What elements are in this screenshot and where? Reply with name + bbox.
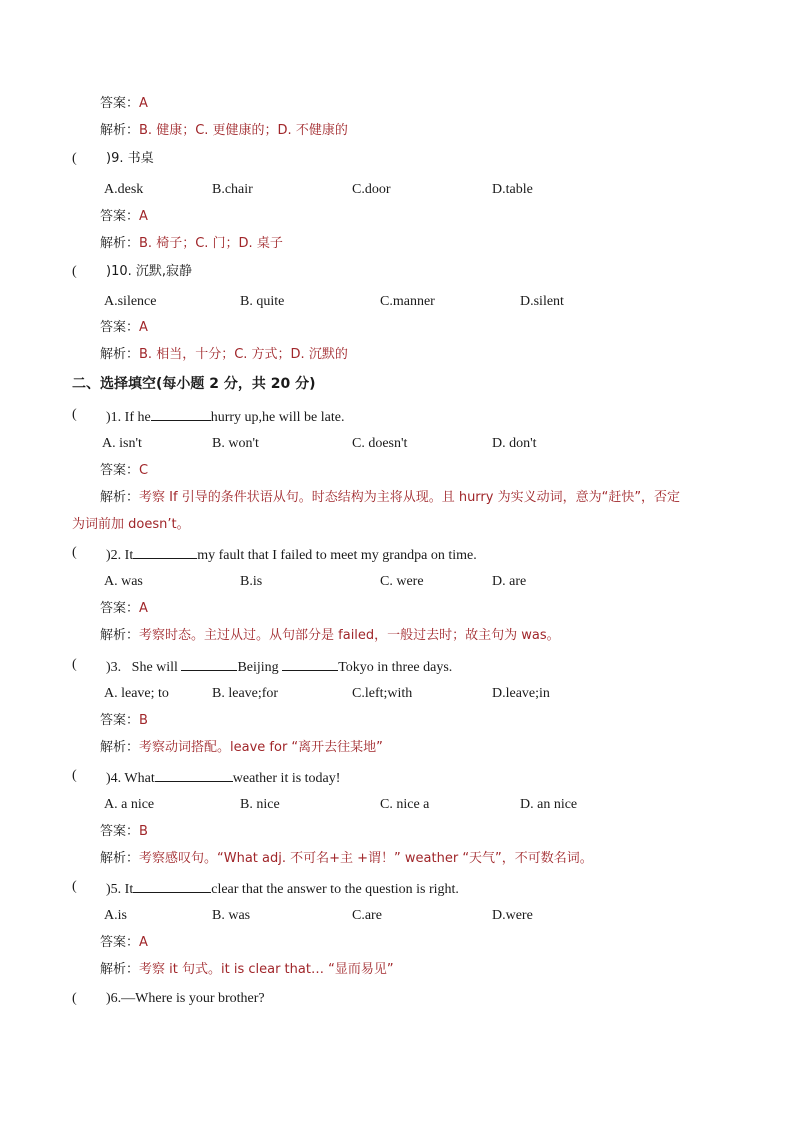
answer-value: A: [139, 935, 148, 950]
answer-value: A: [139, 96, 148, 111]
option-b[interactable]: B. leave;for: [212, 686, 279, 701]
analysis-text: 考察感叹句。“What adj. 不可名+主 +谓！” weather “天气”，不可数名词。: [139, 851, 593, 866]
option-b[interactable]: B. nice: [240, 797, 280, 812]
option-c[interactable]: C. nice a: [380, 797, 430, 812]
analysis-line: [100, 123, 348, 139]
analysis-line: [100, 740, 383, 756]
answer-value: B: [139, 824, 148, 839]
option-d[interactable]: D. don't: [492, 436, 537, 451]
answer-bracket[interactable]: (: [72, 151, 77, 166]
analysis-text: 考察动词搭配。leave for “离开去往某地”: [139, 740, 383, 755]
question-text: weather it is today!: [232, 771, 341, 786]
answer-label: 答案：: [100, 96, 140, 111]
option-b[interactable]: B. was: [212, 908, 251, 923]
analysis-text: B. 相当，十分；C. 方式；D. 沉默的: [139, 347, 348, 362]
analysis-text: 考察时态。主过从过。从句部分是 failed，一般过去时；故主句为 was。: [139, 628, 560, 643]
option-a[interactable]: A. was: [104, 574, 143, 589]
question-number: )6.: [106, 991, 122, 1006]
analysis-label: 解析：: [100, 962, 140, 977]
answer-bracket[interactable]: (: [72, 879, 77, 894]
answer-bracket[interactable]: (: [72, 407, 77, 422]
answer-line: [100, 320, 148, 336]
question-text: If he: [124, 410, 151, 425]
analysis-text: 考察 it 句式。it is clear that… “显而易见”: [139, 962, 394, 977]
answer-blank[interactable]: [133, 545, 197, 559]
question-text: 沉默,寂静: [135, 264, 193, 279]
question-number: )9.: [106, 151, 124, 166]
option-d[interactable]: D.silent: [520, 294, 564, 309]
question-number: )3.: [106, 660, 122, 675]
option-a[interactable]: A. isn't: [102, 436, 142, 451]
analysis-label: 解析：: [100, 628, 140, 643]
analysis-label: 解析：: [100, 490, 140, 505]
option-c[interactable]: C. were: [380, 574, 424, 589]
question-number: )4.: [106, 771, 122, 786]
option-a[interactable]: A. leave; to: [104, 686, 169, 701]
answer-bracket[interactable]: (: [72, 991, 77, 1006]
option-c[interactable]: C.manner: [380, 294, 435, 309]
question-text: 书桌: [127, 151, 154, 166]
answer-label: 答案：: [100, 601, 140, 616]
question-text: my fault that I failed to meet my grandpa on time.: [197, 548, 477, 563]
analysis-label: 解析：: [100, 123, 140, 138]
answer-label: 答案：: [100, 320, 140, 335]
analysis-label: 解析：: [100, 851, 140, 866]
option-b[interactable]: B. quite: [240, 294, 285, 309]
question-text: Beijing: [237, 660, 279, 675]
analysis-text: B. 健康；C. 更健康的；D. 不健康的: [139, 123, 348, 138]
option-a[interactable]: A.desk: [104, 182, 144, 197]
question-stem: [106, 545, 477, 564]
section-title: 二、选择填空(每小题 2 分，共 20 分): [72, 376, 316, 392]
question-stem: [106, 991, 265, 1007]
analysis-line: [100, 236, 283, 252]
question-text: It: [124, 882, 134, 897]
option-d[interactable]: D. are: [492, 574, 527, 589]
answer-value: B: [139, 713, 148, 728]
question-text: It: [124, 548, 134, 563]
answer-line: [100, 713, 148, 729]
answer-line: [100, 96, 148, 112]
answer-blank[interactable]: [181, 657, 237, 671]
option-d[interactable]: D.were: [492, 908, 533, 923]
answer-line: [100, 209, 148, 225]
question-text: hurry up,he will be late.: [210, 410, 345, 425]
question-stem: [106, 879, 459, 898]
analysis-label: 解析：: [100, 347, 140, 362]
option-d[interactable]: D.table: [492, 182, 533, 197]
analysis-text: 考察 If 引导的条件状语从句。时态结构为主将从现。且 hurry 为实义动词，意为“赶快”，否定: [139, 490, 681, 505]
question-text: She will: [131, 660, 178, 675]
question-stem: [106, 768, 340, 787]
answer-value: A: [139, 209, 148, 224]
answer-bracket[interactable]: (: [72, 545, 77, 560]
answer-line: [100, 463, 148, 479]
analysis-line: [100, 628, 560, 644]
answer-line: [100, 824, 148, 840]
analysis-line: [100, 347, 348, 363]
answer-line: [100, 601, 148, 617]
answer-blank[interactable]: [155, 768, 233, 782]
answer-label: 答案：: [100, 209, 140, 224]
answer-bracket[interactable]: (: [72, 657, 77, 672]
option-d[interactable]: D. an nice: [520, 797, 578, 812]
answer-bracket[interactable]: (: [72, 768, 77, 783]
answer-value: C: [139, 463, 149, 478]
question-stem: [106, 151, 154, 167]
option-c[interactable]: C.left;with: [352, 686, 413, 701]
answer-label: 答案：: [100, 935, 140, 950]
answer-blank[interactable]: [133, 879, 211, 893]
answer-value: A: [139, 601, 148, 616]
option-c[interactable]: C. doesn't: [352, 436, 408, 451]
option-b[interactable]: B. won't: [212, 436, 259, 451]
answer-label: 答案：: [100, 713, 140, 728]
question-number: )2.: [106, 548, 122, 563]
option-c[interactable]: C.are: [352, 908, 382, 923]
answer-line: [100, 935, 148, 951]
analysis-continuation: 为词前加 doesn’t。: [72, 517, 190, 532]
analysis-text: B. 椅子；C. 门；D. 桌子: [139, 236, 283, 251]
question-text: What: [124, 771, 155, 786]
analysis-line: [100, 851, 593, 867]
option-a[interactable]: A.is: [104, 908, 127, 923]
answer-value: A: [139, 320, 148, 335]
question-number: )10.: [106, 264, 132, 279]
answer-blank[interactable]: [151, 407, 211, 421]
question-stem: [106, 657, 452, 676]
answer-label: 答案：: [100, 824, 140, 839]
answer-bracket[interactable]: (: [72, 264, 77, 279]
option-d[interactable]: D.leave;in: [492, 686, 550, 701]
option-c[interactable]: C.door: [352, 182, 391, 197]
option-a[interactable]: A.silence: [104, 294, 157, 309]
question-number: )5.: [106, 882, 122, 897]
answer-blank[interactable]: [282, 657, 338, 671]
option-b[interactable]: B.is: [240, 574, 263, 589]
question-number: )1.: [106, 410, 122, 425]
option-b[interactable]: B.chair: [212, 182, 253, 197]
analysis-label: 解析：: [100, 236, 140, 251]
question-text: clear that the answer to the question is right.: [211, 882, 459, 897]
question-text: —Where is your brother?: [121, 991, 265, 1006]
question-stem: [106, 264, 192, 280]
analysis-label: 解析：: [100, 740, 140, 755]
analysis-line: [100, 962, 394, 978]
option-a[interactable]: A. a nice: [104, 797, 155, 812]
question-text: Tokyo in three days.: [338, 660, 453, 675]
question-stem: [106, 407, 344, 426]
analysis-line: [100, 490, 680, 506]
answer-label: 答案：: [100, 463, 140, 478]
